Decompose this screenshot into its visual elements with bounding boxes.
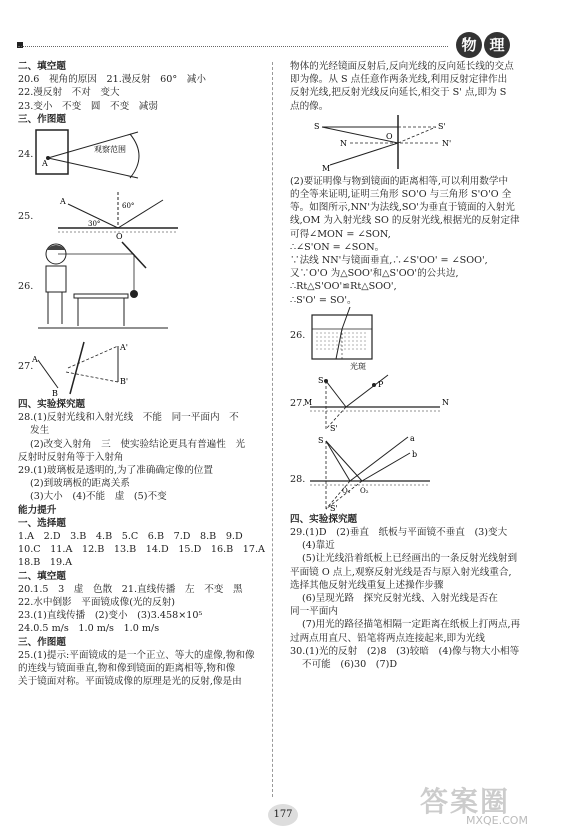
figure-24-drawing	[18, 126, 268, 188]
answer-line: 平面镜 O 点上,观察反射光线是否与原入射光线重合,	[290, 566, 512, 578]
figure-number: 26.	[18, 281, 34, 293]
figure-26-right	[290, 307, 550, 371]
figure-label: 观察范围	[94, 145, 126, 155]
figure-27-drawing	[18, 338, 268, 398]
figure-mirror-proof-drawing	[290, 113, 550, 175]
figure-26-right-drawing	[290, 307, 550, 371]
answer-line: 发生	[30, 425, 50, 437]
answer-line: 10.C 11.A 12.B 13.B 14.D 15.D 16.B 17.A	[18, 544, 265, 556]
answer-line: 25.(1)提示:平面镜成的是一个正立、等大的虚像,物和像	[18, 649, 255, 661]
figure-27-right	[290, 371, 550, 435]
section-heading: 三、作图题	[18, 636, 66, 648]
figure-label: b	[412, 449, 418, 459]
answer-line: 选择其他反射光线重复上述操作步骤	[290, 579, 444, 591]
figure-number: 28.	[290, 473, 306, 485]
figure-24	[18, 126, 268, 188]
figure-27	[18, 338, 268, 398]
figure-label: 60°	[122, 202, 135, 211]
answer-line: ∴∠S'ON = ∠SON。	[290, 241, 385, 253]
answer-line: 28.(1)反射光线和入射光线 不能 同一平面内 不	[18, 412, 239, 424]
answer-line: 同一平面内	[290, 606, 338, 618]
section-heading: 四、实验探究题	[290, 513, 358, 525]
figure-label: 30°	[88, 220, 101, 229]
figure-number: 25.	[18, 211, 34, 223]
answer-line: (2)改变入射角 三 使实验结论更具有普遍性 光	[30, 438, 246, 450]
answer-line: 线,OM 为入射光线 SO 的反射光线,根据光的反射定律	[290, 215, 520, 227]
figure-label: A	[60, 197, 66, 207]
answer-line: ∴Rt△S'OO'≌Rt△SOO',	[290, 281, 397, 293]
answer-line: 29.(1)D (2)垂直 纸板与平面镜不垂直 (3)变大	[290, 527, 508, 539]
watermark-text: 答案圈	[420, 785, 511, 818]
figure-label: O	[386, 131, 393, 141]
answer-line: (3)大小 (4)不能 虚 (5)不变	[30, 491, 167, 503]
figure-label: S	[314, 121, 320, 131]
answer-line: (2)要证明像与物到镜面的距离相等,可以利用数学中	[290, 175, 509, 187]
figure-number: 26.	[290, 329, 306, 341]
answer-line: 即为像。从 S 点任意作两条光线,利用反射定律作出	[290, 74, 508, 86]
answer-line: 29.(1)玻璃板是透明的,为了准确确定像的位置	[18, 465, 213, 477]
column-divider	[272, 62, 273, 797]
answer-line: 18.B 19.A	[18, 557, 73, 569]
answer-line: 22.水中倒影 平面镜成像(光的反射)	[18, 597, 176, 609]
answer-line: 20.1.5 3 虚 色散 21.直线传播 左 不变 黑	[18, 583, 243, 595]
section-heading: 二、填空题	[18, 570, 66, 582]
left-column	[18, 60, 268, 688]
answer-line: 23.(1)直线传播 (2)变小 (3)3.458×10⁵	[18, 610, 203, 622]
figure-label: A	[42, 159, 48, 169]
answer-line: ∴S'O' = SO'。	[290, 294, 357, 306]
subject-badge-1: 物	[456, 32, 482, 58]
figure-label: S'	[330, 503, 338, 513]
section-heading: 四、实验探究题	[18, 399, 86, 411]
section-heading: 二、填空题	[18, 61, 66, 72]
figure-label: B	[52, 389, 58, 399]
figure-label: N	[340, 138, 347, 148]
watermark-url: MXQE.COM	[466, 814, 528, 827]
figure-label: O₂	[360, 486, 369, 495]
header-dotted-rule	[18, 46, 448, 47]
answer-line: 反射时反射角等于入射角	[18, 451, 124, 463]
figure-28-right-drawing	[290, 435, 550, 513]
page-number: 177	[268, 804, 298, 826]
answer-line: 反射光线,把反射光线反向延长,相交于 S' 点,即为 S	[290, 87, 507, 99]
answer-line: (4)靠近	[302, 540, 335, 552]
header-square	[17, 42, 23, 48]
answer-line: 23.变小 不变 圆 不变 减弱	[18, 100, 158, 112]
figure-number: 24.	[18, 149, 34, 161]
answer-line: 22.漫反射 不对 变大	[18, 87, 120, 99]
figure-28-right	[290, 435, 550, 513]
figure-25-drawing	[18, 188, 268, 240]
figure-label: O₁	[342, 486, 351, 495]
figure-26	[18, 240, 268, 338]
figure-label: N'	[442, 138, 452, 148]
figure-label: M	[322, 163, 331, 173]
figure-mirror-proof	[290, 113, 550, 175]
right-column	[290, 60, 550, 671]
answer-line: (7)用光的路径描笔相隔一定距离在纸板上打两点,再	[302, 619, 521, 631]
figure-25	[18, 188, 268, 240]
answer-line: 30.(1)光的反射 (2)8 (3)较暗 (4)像与物大小相等	[290, 645, 520, 657]
answer-line: ∵法线 NN'与镜面垂直,∴∠S'OO' = ∠SOO',	[290, 255, 488, 267]
figure-label: O	[116, 232, 123, 241]
answer-line: 20.6 视角的原因 21.漫反射 60° 减小	[18, 74, 206, 86]
figure-label: 光斑	[350, 361, 366, 371]
figure-label: S'	[438, 121, 446, 131]
figure-number: 27.	[18, 361, 34, 373]
answer-line: 等。如图所示,NN'为法线,SO'为垂直于镜面的入射光	[290, 202, 515, 214]
answer-line: (6)呈现光路 探究反射光线、入射光线是否在	[302, 593, 498, 605]
answer-line: 关于镜面对称。平面镜成像的原理是光的反射,像是由	[18, 676, 242, 688]
answer-line: 1.A 2.D 3.B 4.B 5.C 6.B 7.D 8.B 9.D	[18, 531, 243, 543]
answer-line: (5)让光线沿着纸板上已经画出的一条反射光线射到	[302, 553, 518, 565]
figure-label: A	[32, 355, 38, 365]
figure-label: a	[410, 434, 415, 443]
answer-line: 可得∠MON = ∠SON,	[290, 228, 391, 240]
figure-number: 27.	[290, 397, 306, 409]
answer-line: 点的像。	[290, 100, 329, 112]
figure-label: S	[318, 375, 324, 385]
figure-label: S	[318, 435, 324, 445]
figure-label: B'	[120, 377, 129, 387]
answer-line: 又∵O'O 为△SOO'和△S'OO'的公共边,	[290, 268, 459, 280]
figure-label: A'	[120, 343, 128, 353]
answer-line: 的连线与镜面垂直,物和像到镜面的距离相等,物和像	[18, 663, 236, 675]
figure-label: P	[378, 379, 384, 389]
answer-line: (2)到玻璃板的距离关系	[30, 478, 130, 490]
figure-27-right-drawing	[290, 371, 550, 435]
answer-line: 物体的光经镜面反射后,反向光线的反向延长线的交点	[290, 61, 514, 72]
figure-26-drawing	[18, 240, 268, 338]
subject-badge-2: 理	[484, 32, 510, 58]
answer-line: 不可能 (6)30 (7)D	[302, 659, 398, 671]
answer-line: 24.0.5 m/s 1.0 m/s 1.0 m/s	[18, 623, 160, 635]
answer-line: 的全等来证明,证明三角形 SO'O 与三角形 S'O'O 全	[290, 189, 512, 201]
answer-line: 过两点用直尺、铅笔将两点连接起来,即为光线	[290, 632, 485, 644]
figure-label: S'	[330, 423, 338, 433]
figure-label: N	[442, 397, 449, 407]
section-heading: 能力提升	[18, 504, 57, 516]
section-heading: 一、选择题	[18, 517, 66, 529]
section-heading: 三、作图题	[18, 113, 66, 125]
figure-label: M	[304, 397, 313, 407]
watermark-logo	[420, 780, 555, 830]
